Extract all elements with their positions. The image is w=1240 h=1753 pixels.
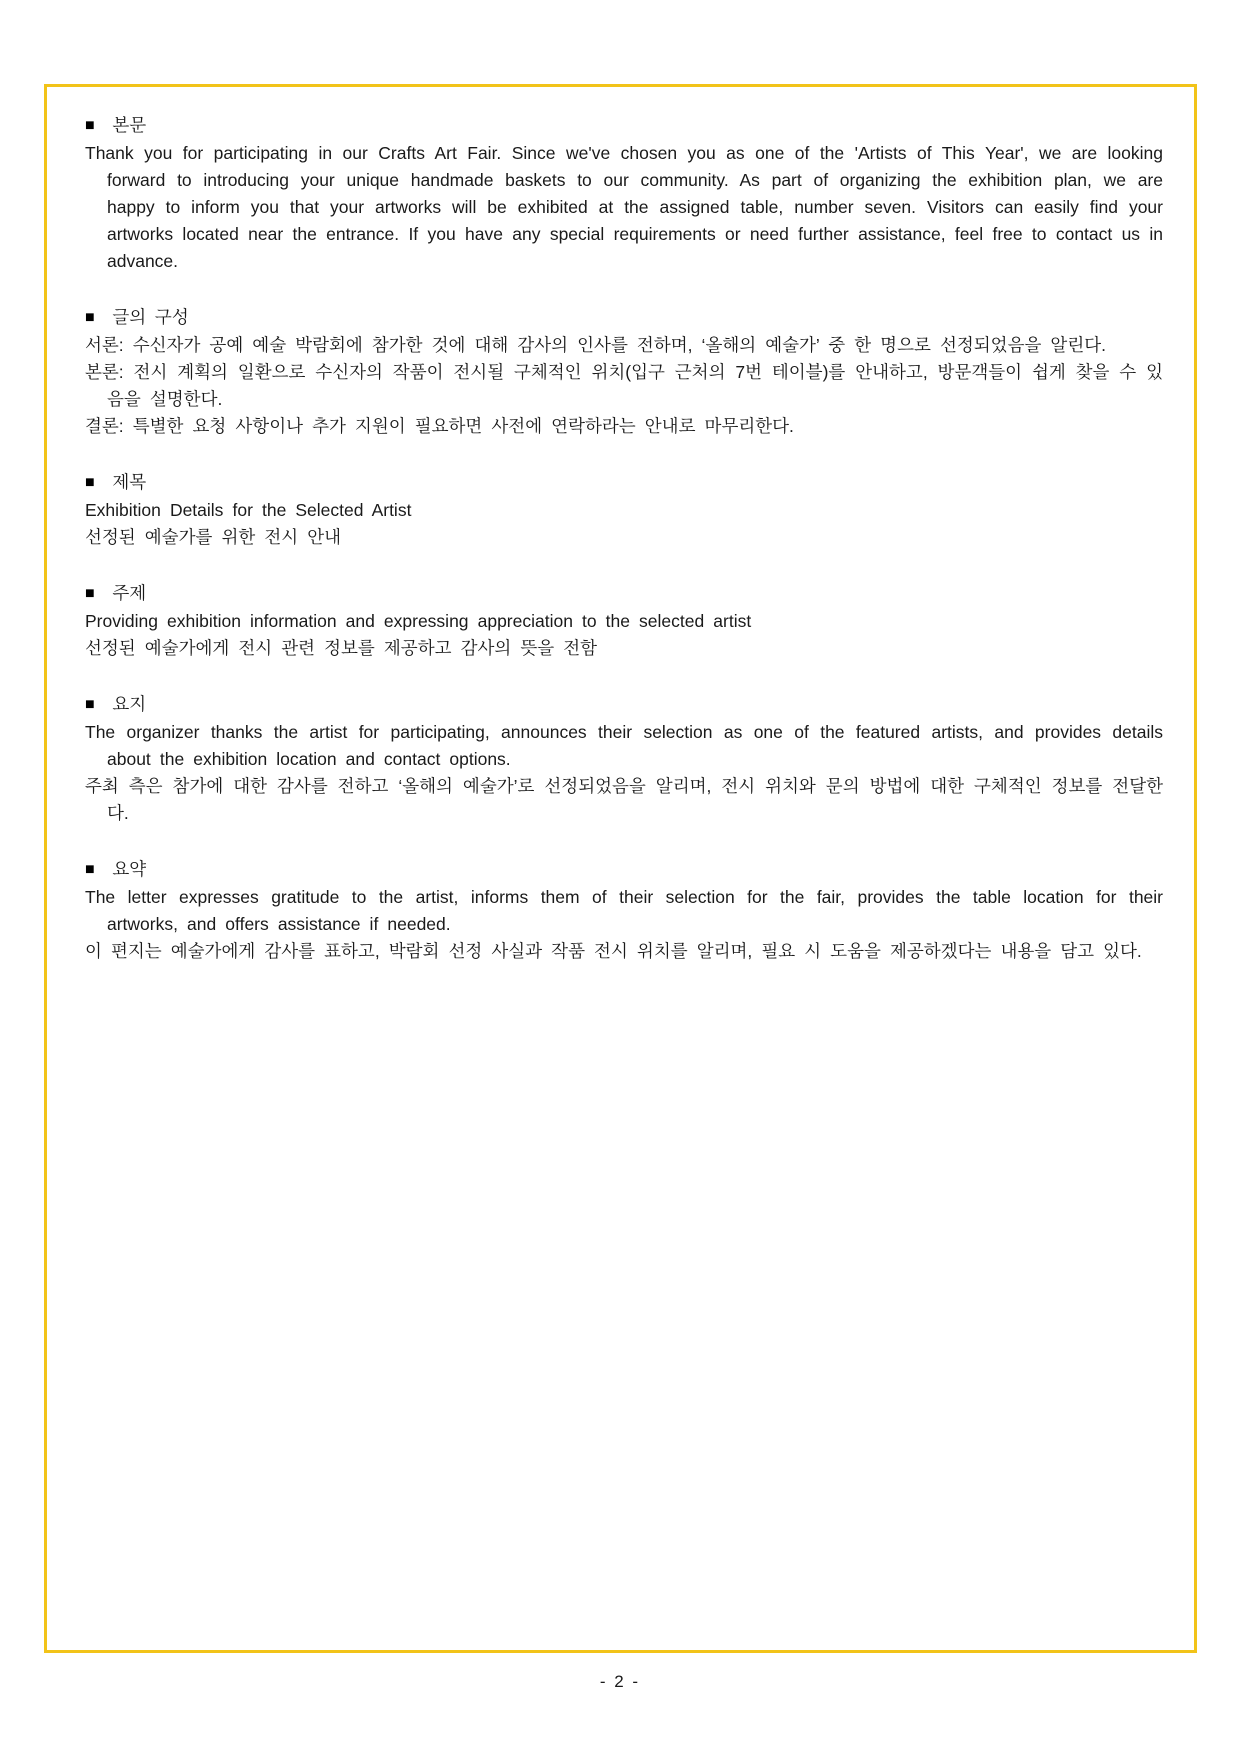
section-heading-label: 요지 (112, 694, 147, 714)
section-heading (85, 691, 1163, 719)
paragraph: 주최 측은 참가에 대한 감사를 전하고 ‘올해의 예술가’로 선정되었음을 알리며, 전시 위치와 문의 방법에 대한 구체적인 정보를 전달한다. (85, 776, 1163, 823)
square-bullet-icon: ■ (85, 117, 95, 134)
document-section (85, 580, 1163, 662)
paragraph: 본론: 전시 계획의 일환으로 수신자의 작품이 전시될 구체적인 위치(입구 근처의 7번 테이블)를 안내하고, 방문객들이 쉽게 찾을 수 있음을 설명한다. (85, 362, 1163, 409)
square-bullet-icon: ■ (85, 861, 95, 878)
paragraph: 선정된 예술가를 위한 전시 안내 (85, 527, 342, 547)
section-heading-label: 요약 (112, 859, 147, 879)
section-heading (85, 469, 1163, 497)
square-bullet-icon: ■ (85, 585, 95, 602)
section-heading (85, 112, 1163, 140)
paragraph: Thank you for participating in our Crafts Art Fair. Since we've chosen you as one of the 'Artists of This Year', we are looking forward to introducing your unique handmade baskets to our community. As part of organizing the exhibition plan, we are happy to inform you that your artworks will be exhibited at the assigned table, number seven. Visitors can easily find your artworks located near the entrance. If you have any special requirements or need further assistance, feel free to contact us in advance. (85, 143, 1163, 271)
square-bullet-icon: ■ (85, 696, 95, 713)
section-heading-label: 주제 (112, 583, 147, 603)
square-bullet-icon: ■ (85, 474, 95, 491)
paragraph: 결론: 특별한 요청 사항이나 추가 지원이 필요하면 사전에 연락하라는 안내로 마무리한다. (85, 416, 794, 436)
paragraph: The organizer thanks the artist for participating, announces their selection as one of the featured artists, and provides details about the exhibition location and contact options. (85, 722, 1163, 769)
paragraph: 서론: 수신자가 공예 예술 박람회에 참가한 것에 대해 감사의 인사를 전하며, ‘올해의 예술가’ 중 한 명으로 선정되었음을 알린다. (85, 335, 1107, 355)
section-heading-label: 제목 (112, 472, 147, 492)
paragraph: Exhibition Details for the Selected Artist (85, 500, 412, 520)
paragraph: 선정된 예술가에게 전시 관련 정보를 제공하고 감사의 뜻을 전함 (85, 638, 598, 658)
document-section (85, 112, 1163, 275)
section-heading (85, 856, 1163, 884)
document-section (85, 304, 1163, 440)
paragraph: The letter expresses gratitude to the artist, informs them of their selection for the fair, provides the table location for their artworks, and offers assistance if needed. (85, 887, 1163, 934)
section-heading (85, 580, 1163, 608)
document-section (85, 856, 1163, 965)
square-bullet-icon: ■ (85, 309, 95, 326)
section-heading-label: 본문 (112, 115, 147, 135)
document-section (85, 469, 1163, 551)
page-number: - 2 - (599, 1672, 641, 1691)
paragraph: 이 편지는 예술가에게 감사를 표하고, 박람회 선정 사실과 작품 전시 위치를 알리며, 필요 시 도움을 제공하겠다는 내용을 담고 있다. (85, 941, 1142, 961)
paragraph: Providing exhibition information and expressing appreciation to the selected artist (85, 611, 752, 631)
document-section (85, 691, 1163, 827)
content-border-box (44, 84, 1197, 1653)
section-heading (85, 304, 1163, 332)
section-heading-label: 글의 구성 (112, 307, 189, 327)
